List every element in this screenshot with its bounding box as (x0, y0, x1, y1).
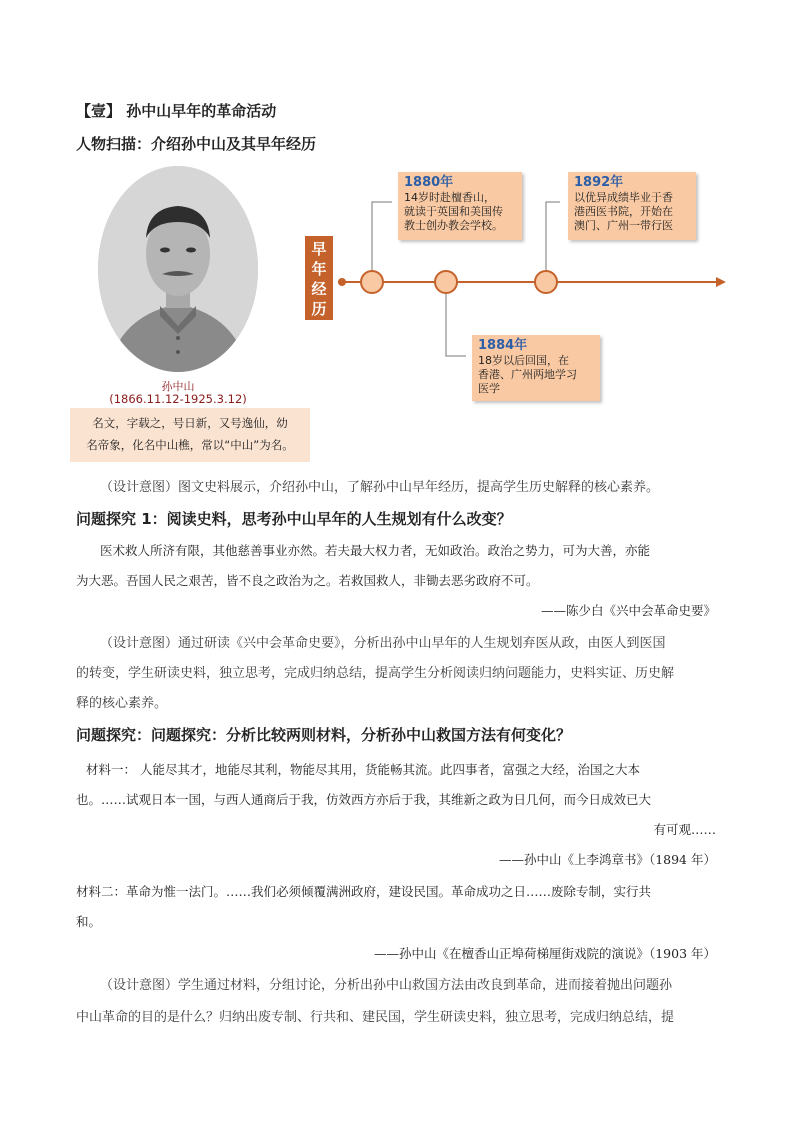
timeline-event-1884 (472, 335, 600, 401)
design-intent-3: 中山革命的目的是什么？归纳出废专制、行共和、建民国，学生研读史料，独立思考，完成归纳总结，提 (76, 1010, 675, 1025)
event-text-line: 澳门、广州一带行医 (574, 219, 673, 232)
design-intent-2: （设计意图）通过研读《兴中会革命史要》，分析出孙中山早年的人生规划弃医从政，由医人到医国 (100, 636, 666, 651)
event-text-line: 就读于英国和美国传 (404, 205, 503, 218)
material-1-line: 也。……试观日本一国，与西人通商后于我，仿效西方亦后于我，其维新之政为日几何，而今日成效已大 (76, 792, 652, 807)
material-2-line: 材料二：革命为惟一法门。……我们必须倾覆满洲政府，建设民国。革命成功之日……废除专制，实行共 (76, 884, 652, 899)
material-1-citation: ——孙中山《上李鸿章书》（1894 年） (498, 852, 716, 867)
event-text-line: 香港、广州两地学习 (478, 368, 577, 381)
portrait-bio (70, 408, 310, 462)
section-subheading: 人物扫描：介绍孙中山及其早年经历 (76, 135, 317, 153)
question-2-title: 问题探究：问题探究：分析比较两则材料，分析孙中山救国方法有何变化？ (76, 726, 572, 744)
portrait-dates: (1866.11.12-1925.3.12) (109, 392, 247, 406)
design-intent-1: （设计意图）图文史料展示，介绍孙中山，了解孙中山早年经历，提高学生历史解释的核心素养。 (100, 480, 660, 495)
timeline-label-char: 历 (311, 300, 327, 318)
event-text-line: 14岁时赴檀香山， (404, 191, 495, 204)
material-2-citation: ——孙中山《在檀香山正埠荷梯厘街戏院的演说》（1903 年） (373, 946, 716, 961)
material-1-line: 材料一： 人能尽其才，地能尽其利，物能尽其用，货能畅其流。此四事者，富强之大经，治国之大本 (86, 762, 640, 777)
timeline-event-1880 (398, 172, 522, 240)
bio-line: 名文，字载之，号日新，又号逸仙，幼 (92, 416, 288, 430)
portrait-image (98, 166, 258, 372)
event-year: 1884年 (478, 338, 528, 353)
design-intent-2: 的转变，学生研读史料，独立思考，完成归纳总结，提高学生分析阅读归纳问题能力，史料实证、历史解 (76, 666, 675, 681)
event-text-line: 医学 (478, 382, 500, 395)
source-citation: ——陈少白《兴中会革命史要》 (540, 603, 716, 618)
timeline-node-1880 (361, 271, 383, 293)
section-heading: 【壹】 孙中山早年的革命活动 (76, 102, 277, 120)
portrait-name: 孙中山 (161, 380, 195, 393)
event-text-line: 港西医书院，开始在 (574, 205, 673, 218)
question-1-title: 问题探究 1：阅读史料，思考孙中山早年的人生规划有什么改变？ (76, 510, 512, 528)
event-text-line: 18岁以后回国，在 (478, 354, 569, 367)
timeline-node-1892 (535, 271, 557, 293)
portrait-photo (98, 166, 258, 372)
timeline-label-char: 早 (311, 240, 327, 258)
timeline-event-1892 (568, 172, 696, 240)
timeline-label (305, 236, 333, 320)
event-text-line: 教士创办教会学校。 (404, 219, 503, 232)
timeline-node-1884 (435, 271, 457, 293)
timeline-label-char: 年 (311, 260, 327, 278)
event-year: 1880年 (404, 175, 454, 190)
source-line: 医术救人所济有限，其他慈善事业亦然。若夫最大权力者，无如政治。政治之势力，可为大善，亦能 (100, 543, 651, 558)
material-2-line: 和。 (76, 914, 102, 929)
event-text-line: 以优异成绩毕业于香 (574, 191, 673, 204)
bio-line: 名帝象，化名中山樵，常以“中山”为名。 (86, 438, 294, 452)
design-intent-3: （设计意图）学生通过材料，分组讨论，分析出孙中山救国方法由改良到革命，进而接着抛出问题孙 (100, 978, 673, 993)
event-year: 1892年 (574, 175, 624, 190)
material-1-line: 有可观…… (653, 822, 716, 837)
timeline-label-char: 经 (311, 280, 327, 298)
source-line: 为大恶。吾国人民之艰苦，皆不良之政治为之。若救国救人，非锄去恶劣政府不可。 (76, 573, 539, 588)
design-intent-2: 释的核心素养。 (76, 696, 168, 711)
